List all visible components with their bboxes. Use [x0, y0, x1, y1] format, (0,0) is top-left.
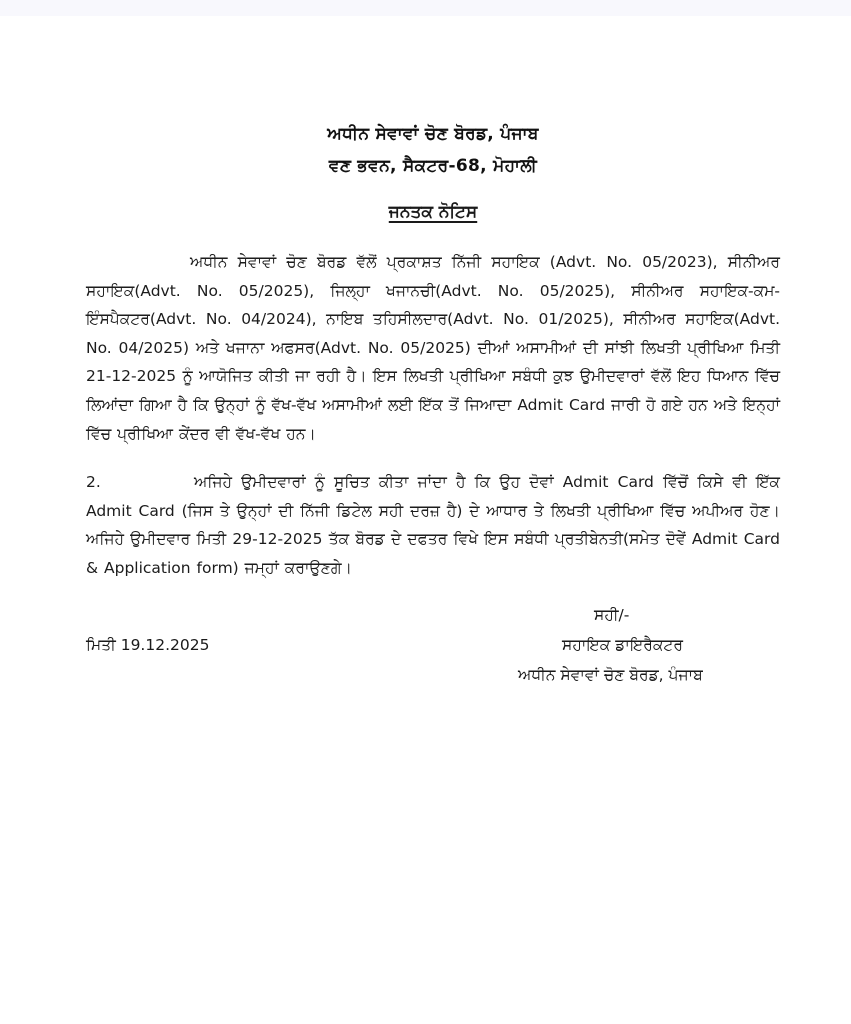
signature-mark: ਸਹੀ/- [594, 605, 630, 624]
signatory-designation: ਸਹਾਇਕ ਡਾਇਰੈਕਟਰ [562, 635, 683, 654]
notice-title [86, 200, 780, 224]
signatory-organization: ਅਧੀਨ ਸੇਵਾਵਾਂ ਚੋਣ ਬੋਰਡ, ਪੰਜਾਬ [518, 665, 703, 684]
paragraph-2-text: ਅਜਿਹੇ ਉਮੀਦਵਾਰਾਂ ਨੂੰ ਸੂਚਿਤ ਕੀਤਾ ਜਾਂਦਾ ਹੈ ਕਿ ਉਹ ਦੋਵਾਂ Admit Card ਵਿੱਚੋਂ ਕਿਸੇ ਵੀ ਇੱਕ Admit Card (ਜਿਸ ਤੇ ਉਨ੍ਹਾਂ ਦੀ ਨਿੱਜੀ ਡਿਟੇਲ ਸਹੀ ਦਰਜ਼ ਹੈ) ਦੇ ਆਧਾਰ ਤੇ ਲਿਖਤੀ ਪ੍ਰੀਖਿਆ ਵਿੱਚ ਅਪੀਅਰ ਹੋਣ। ਅਜਿਹੇ ਉਮੀਦਵਾਰ ਮਿਤੀ 29-12-2025 ਤੱਕ ਬੋਰਡ ਦੇ ਦਫਤਰ ਵਿਖੇ ਇਸ ਸਬੰਧੀ ਪ੍ਰਤੀਬੇਨਤੀ(ਸਮੇਤ ਦੋਵੇਂ Admit Card & Application form) ਜਮ੍ਹਾਂ ਕਰਾਉਣਗੇ। [86, 473, 780, 577]
paragraph-1 [86, 248, 780, 448]
org-name: ਅਧੀਨ ਸੇਵਾਵਾਂ ਚੋਣ ਬੋਰਡ, ਪੰਜਾਬ [327, 124, 539, 144]
signature-block [86, 603, 780, 713]
letterhead [86, 118, 780, 182]
paragraph-2-number: 2. [86, 473, 101, 492]
notice-document [86, 118, 780, 713]
notice-date: ਮਿਤੀ 19.12.2025 [86, 635, 210, 654]
paragraph-1-text: ਅਧੀਨ ਸੇਵਾਵਾਂ ਚੋਣ ਬੋਰਡ ਵੱਲੋਂ ਪ੍ਰਕਾਸ਼ਤ ਨਿੱਜੀ ਸਹਾਇਕ (Advt. No. 05/2023), ਸੀਨੀਅਰ ਸਹਾਇਕ(Advt. No. 05/2025), ਜਿਲ੍ਹਾ ਖਜਾਨਚੀ(Advt. No. 05/2025), ਸੀਨੀਅਰ ਸਹਾਇਕ-ਕਮ-ਇੰਸਪੈਕਟਰ(Advt. No. 04/2024), ਨਾਇਬ ਤਹਿਸੀਲਦਾਰ(Advt. No. 01/2025), ਸੀਨੀਅਰ ਸਹਾਇਕ(Advt. No. 04/2025) ਅਤੇ ਖਜਾਨਾ ਅਫਸਰ(Advt. No. 05/2025) ਦੀਆਂ ਅਸਾਮੀਆਂ ਦੀ ਸਾਂਝੀ ਲਿਖਤੀ ਪ੍ਰੀਖਿਆ ਮਿਤੀ 21-12-2025 ਨੂੰ ਆਯੋਜਿਤ ਕੀਤੀ ਜਾ ਰਹੀ ਹੈ। ਇਸ ਲਿਖਤੀ ਪ੍ਰੀਖਿਆ ਸਬੰਧੀ ਕੁਝ ਉਮੀਦਵਾਰਾਂ ਵੱਲੋਂ ਇਹ ਧਿਆਨ ਵਿੱਚ ਲਿਆਂਦਾ ਗਿਆ ਹੈ ਕਿ ਉਨ੍ਹਾਂ ਨੂੰ ਵੱਖ-ਵੱਖ ਅਸਾਮੀਆਂ ਲਈ ਇੱਕ ਤੋਂ ਜਿਆਦਾ Admit Card ਜਾਰੀ ਹੋ ਗਏ ਹਨ ਅਤੇ ਇਨ੍ਹਾਂ ਵਿੱਚ ਪ੍ਰੀਖਿਆ ਕੇਂਦਰ ਵੀ ਵੱਖ-ਵੱਖ ਹਨ। [86, 253, 780, 443]
paragraph-2 [86, 468, 780, 582]
notice-title-text: ਜਨਤਕ ਨੋਟਿਸ [388, 202, 478, 222]
org-address: ਵਣ ਭਵਨ, ਸੈਕਟਰ-68, ਮੋਹਾਲੀ [328, 156, 538, 176]
top-strip [0, 0, 851, 16]
